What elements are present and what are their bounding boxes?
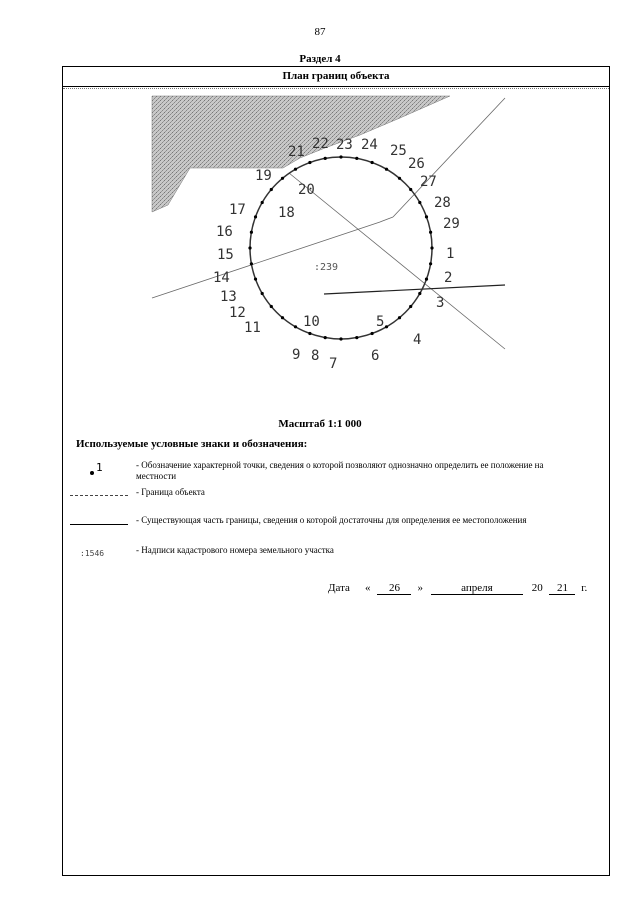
vertex-label: 28 <box>434 195 451 211</box>
vertex-label: 10 <box>303 314 320 330</box>
vertex-label: 16 <box>216 224 233 240</box>
vertex-dot <box>254 278 257 281</box>
vertex-dot <box>429 231 432 234</box>
legend-item-cadastral: - Надписи кадастрового номера земельного участка <box>136 545 334 555</box>
vertex-dot <box>281 316 284 319</box>
object-boundary-circle <box>250 157 432 339</box>
vertex-dot <box>385 325 388 328</box>
vertex-dot <box>250 262 253 265</box>
vertex-label: 24 <box>361 137 378 153</box>
vertex-label: 11 <box>244 320 261 336</box>
vertex-label: 8 <box>311 348 320 364</box>
vertex-dot <box>429 262 432 265</box>
vertex-dot <box>425 215 428 218</box>
legend-point-label: 1 <box>96 461 103 474</box>
vertex-label: 1 <box>446 246 455 262</box>
vertex-dot <box>409 305 412 308</box>
legend-item-existing-boundary: - Существующая часть границы, сведения о которой достаточны для определения ее местоположения <box>136 515 527 525</box>
vertex-label: 12 <box>229 305 246 321</box>
vertex-dot <box>270 188 273 191</box>
vertex-label: 26 <box>408 156 425 172</box>
road-line-2 <box>380 217 393 222</box>
vertex-label: 29 <box>443 216 460 232</box>
frame-header: План границ объекта <box>63 67 609 87</box>
date-year-unit: г. <box>581 582 588 594</box>
cadastral-label: :239 <box>314 262 339 273</box>
date-day: 26 <box>377 582 411 595</box>
vertex-dot <box>308 161 311 164</box>
scale-label: Масштаб 1:1 000 <box>278 418 362 430</box>
vertex-dot <box>418 292 421 295</box>
vertex-dot <box>398 316 401 319</box>
vertex-label: 20 <box>298 182 315 198</box>
vertex-label: 25 <box>390 143 407 159</box>
vertex-label: 4 <box>413 332 422 348</box>
vertex-label: 17 <box>229 202 246 218</box>
vertex-dot <box>371 161 374 164</box>
vertex-dot <box>339 155 342 158</box>
vertex-dot <box>270 305 273 308</box>
vertex-dot <box>409 188 412 191</box>
point-marker-icon <box>90 471 94 475</box>
date-label: Дата <box>328 582 350 594</box>
vertex-label: 6 <box>371 348 380 364</box>
vertex-label: 13 <box>220 289 237 305</box>
boundary-plan <box>0 0 640 420</box>
vertex-dot <box>294 168 297 171</box>
vertex-label: 15 <box>217 247 234 263</box>
legend-item-boundary: - Граница объекта <box>136 487 205 497</box>
vertex-label: 14 <box>213 270 230 286</box>
legend-title: Используемые условные знаки и обозначения: <box>76 438 308 450</box>
date-row <box>328 582 587 595</box>
vertex-dot <box>355 157 358 160</box>
vertex-dot <box>294 325 297 328</box>
date-month: апреля <box>431 582 523 595</box>
boundary-line-icon <box>70 495 128 496</box>
vertex-label: 27 <box>420 174 437 190</box>
vertex-label: 19 <box>255 168 272 184</box>
date-year: 21 <box>549 582 575 595</box>
section-title: Раздел 4 <box>299 53 341 65</box>
vertex-dot <box>308 332 311 335</box>
vertex-dot <box>339 337 342 340</box>
legend-item-point: - Обозначение характерной точки, сведения о которой позволяют однозначно определить ее положение на местности <box>136 460 544 481</box>
vertex-dot <box>261 201 264 204</box>
vertex-dot <box>254 215 257 218</box>
vertex-label: 5 <box>376 314 385 330</box>
vertex-dot <box>418 201 421 204</box>
vertex-dot <box>425 278 428 281</box>
vertex-label: 2 <box>444 270 453 286</box>
road-line-1 <box>152 222 380 298</box>
vertex-label: 9 <box>292 347 301 363</box>
vertex-dot <box>324 336 327 339</box>
vertex-dot <box>398 177 401 180</box>
vertex-dot <box>385 168 388 171</box>
legend-cadastral-sample: :1546 <box>80 549 105 558</box>
vertex-dot <box>261 292 264 295</box>
road-line-4 <box>289 173 505 349</box>
vertex-dot <box>355 336 358 339</box>
vertex-label: 21 <box>288 144 305 160</box>
existing-boundary-icon <box>70 524 128 525</box>
date-quote-close: » <box>417 582 423 594</box>
date-year-prefix: 20 <box>531 582 543 594</box>
vertex-label: 22 <box>312 136 329 152</box>
vertex-dot <box>250 231 253 234</box>
vertex-label: 7 <box>329 356 338 372</box>
vertex-dot <box>430 246 433 249</box>
vertex-dot <box>371 332 374 335</box>
vertex-label: 18 <box>278 205 295 221</box>
vertex-dot <box>248 246 251 249</box>
date-quote-open: « <box>364 582 371 594</box>
vertex-dot <box>281 177 284 180</box>
vertex-label: 23 <box>336 137 353 153</box>
existing-boundary-line <box>324 285 505 294</box>
vertex-label: 3 <box>436 295 445 311</box>
page-number: 87 <box>314 26 326 38</box>
vertex-dot <box>324 157 327 160</box>
